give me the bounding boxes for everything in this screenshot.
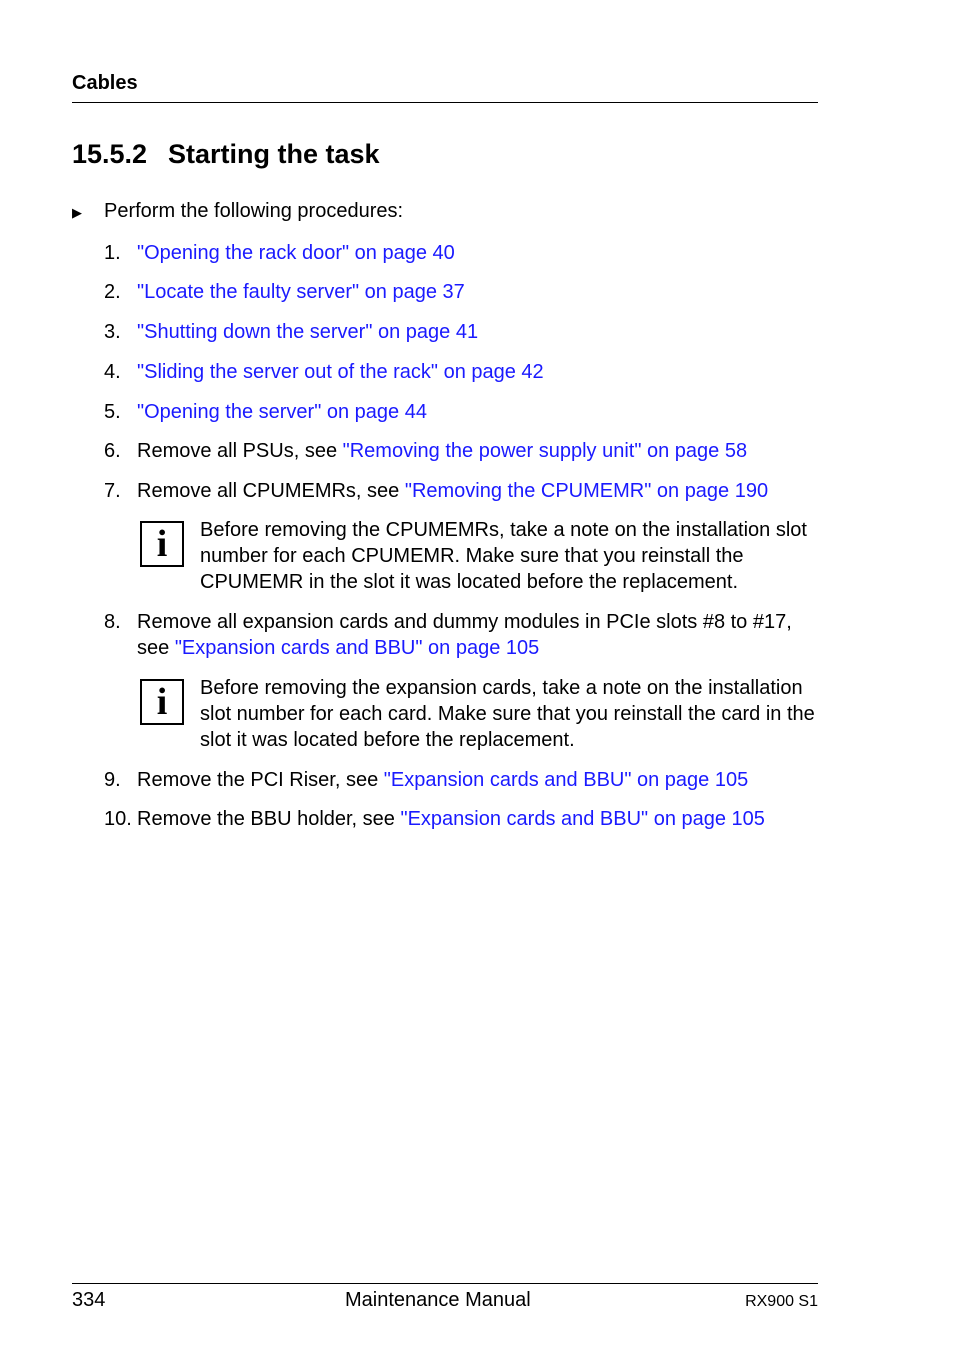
step-link[interactable]: "Expansion cards and BBU" on page 105 [400,808,765,830]
step-link[interactable]: "Expansion cards and BBU" on page 105 [383,769,749,791]
footer-rule [72,1283,818,1284]
step-text: Remove the BBU holder, see [137,808,401,830]
page-number: 334 [72,1289,106,1311]
step-text: Remove all expansion cards and dummy modules in PCIe slots #8 to #17, see [137,611,792,659]
triangle-right-icon: ▶ [72,205,82,220]
step-number: 4. [104,361,121,383]
header-rule [72,102,818,103]
info-icon: i [140,679,184,725]
step-number: 6. [104,440,121,462]
note-text: Before removing the CPUMEMRs, take a note on the installation slot number for each CPUMEMR. Make sure that you reinstall the CPUMEMR in the slot it was located before the replacement. [200,519,807,593]
list-item [104,399,427,425]
section-heading [72,139,380,170]
running-header: Cables [72,72,138,94]
step-number: 10. [104,808,132,830]
step-link[interactable]: "Sliding the server out of the rack" on page 42 [137,361,544,383]
model-name: RX900 S1 [745,1293,818,1310]
step-link[interactable]: "Locate the faulty server" on page 37 [137,281,465,303]
section-title: Starting the task [168,139,380,169]
list-item [104,609,818,661]
step-text: Remove the PCI Riser, see [137,769,384,791]
step-number: 2. [104,281,121,303]
step-text: Remove all CPUMEMRs, see [137,480,405,502]
step-text: Remove all PSUs, see [137,440,343,462]
list-item [104,478,768,504]
step-number: 3. [104,321,121,343]
list-item [104,438,747,464]
list-item [104,359,544,385]
manual-title: Maintenance Manual [345,1289,531,1311]
step-number: 9. [104,769,121,791]
list-item [104,319,478,345]
step-link[interactable]: "Removing the CPUMEMR" on page 190 [404,480,769,502]
list-item [104,806,765,832]
step-link[interactable]: "Opening the rack door" on page 40 [137,242,455,264]
step-number: 7. [104,480,121,502]
section-number: 15.5.2 [72,139,148,169]
step-number: 5. [104,401,121,423]
list-item [104,767,748,793]
step-link[interactable]: "Removing the power supply unit" on page 58 [342,440,748,462]
list-item [104,279,465,305]
info-icon: i [140,521,184,567]
intro-text: Perform the following procedures: [104,200,404,222]
step-number: 1. [104,242,121,264]
note-text: Before removing the expansion cards, take a note on the installation slot number for each card. Make sure that you reinstall the card in the slot it was located before the replacement. [200,677,815,751]
step-link[interactable]: "Shutting down the server" on page 41 [137,321,479,343]
step-link[interactable]: "Opening the server" on page 44 [137,401,427,423]
list-item [104,240,455,266]
step-link[interactable]: "Expansion cards and BBU" on page 105 [174,637,540,659]
step-number: 8. [104,611,121,633]
